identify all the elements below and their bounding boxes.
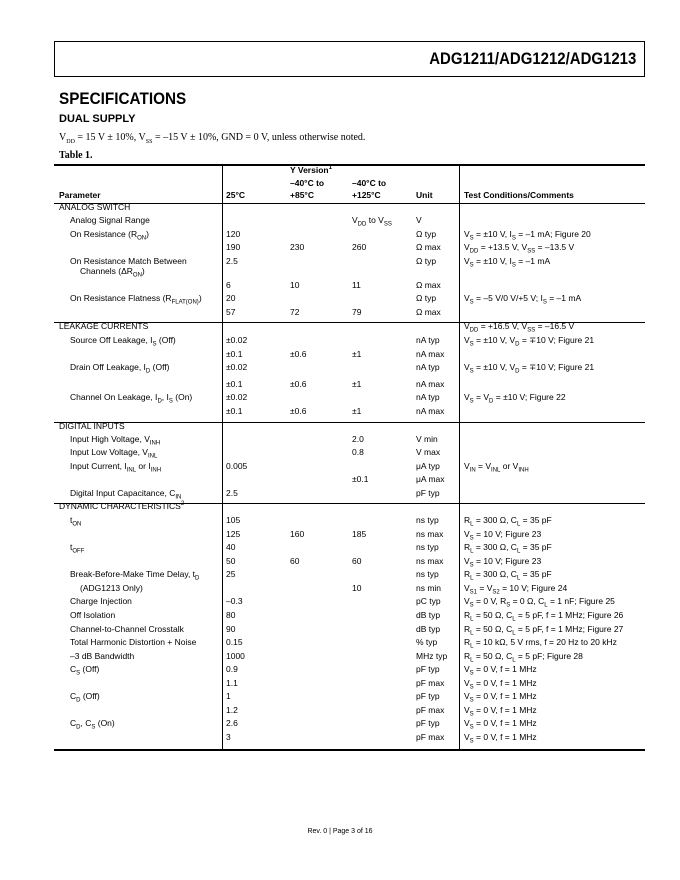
unit-cell: dB typ bbox=[416, 624, 441, 634]
value-25c-cell: ±0.1 bbox=[226, 379, 243, 389]
parameter-cell: $C_D$, $C_S$ (On) bbox=[70, 718, 115, 731]
value-85c-cell: ±0.6 bbox=[290, 406, 307, 416]
header-box bbox=[54, 41, 645, 77]
test-condition-cell: $V_S = -5$ V/0 V/+5 V; $I_S = -1$ mA bbox=[464, 293, 582, 306]
test-condition-cell: $V_S = 0$ V, f = 1 MHz bbox=[464, 705, 537, 718]
parameter-cell: Input Current, $I_{INL}$ or $I_{INH}$ bbox=[70, 461, 162, 474]
test-condition-cell: $V_S = 0$ V, f = 1 MHz bbox=[464, 691, 537, 704]
parameter-cell: Break-Before-Make Time Delay, $t_D$ bbox=[70, 569, 200, 582]
test-condition-cell: $R_L = 50$ Ω, $C_L = 5$ pF, f = 1 MHz; Figure 26 bbox=[464, 610, 624, 623]
value-25c-cell: 0.005 bbox=[226, 461, 248, 471]
parameter-cell: Input Low Voltage, $V_{INL}$ bbox=[70, 447, 158, 460]
unit-cell: pF typ bbox=[416, 718, 440, 728]
unit-cell: ns max bbox=[416, 556, 444, 566]
test-condition-cell: $V_S = \pm 10$ V, $I_S = -1$ mA; Figure 20 bbox=[464, 229, 591, 242]
test-condition-cell: $V_S = 10$ V; Figure 23 bbox=[464, 529, 542, 542]
unit-cell: ns typ bbox=[416, 569, 439, 579]
unit-cell: pC typ bbox=[416, 596, 441, 606]
parameter-cell: On Resistance Match Between bbox=[70, 256, 187, 266]
test-condition-cell: $V_S = \pm 10$ V, $V_D = \mp 10$ V; Figure 21 bbox=[464, 335, 595, 348]
unit-cell: μA typ bbox=[416, 461, 440, 471]
value-25c-cell: 3 bbox=[226, 732, 231, 742]
value-25c-cell: 90 bbox=[226, 624, 236, 634]
parameter-cell: LEAKAGE CURRENTS bbox=[59, 321, 149, 331]
value-125c-cell: ±0.1 bbox=[352, 474, 369, 484]
unit-cell: pF max bbox=[416, 705, 445, 715]
test-condition-cell: $V_S = \pm 10$ V, $V_D = \mp 10$ V; Figure 21 bbox=[464, 362, 595, 375]
value-25c-cell: 1.2 bbox=[226, 705, 238, 715]
section-title: SPECIFICATIONS bbox=[59, 89, 187, 108]
header-25c: 25°C bbox=[226, 190, 245, 200]
table-caption: Table 1. bbox=[59, 150, 93, 161]
unit-cell: V min bbox=[416, 434, 438, 444]
parameter-cell: Analog Signal Range bbox=[70, 215, 150, 225]
value-125c-cell: 60 bbox=[352, 556, 362, 566]
value-25c-cell: 6 bbox=[226, 280, 231, 290]
value-125c-cell: $V_{DD}$ to $V_{SS}$ bbox=[352, 215, 392, 228]
unit-cell: Ω max bbox=[416, 280, 441, 290]
unit-cell: MHz typ bbox=[416, 651, 448, 661]
header-parameter: Parameter bbox=[59, 190, 101, 200]
unit-cell: Ω max bbox=[416, 307, 441, 317]
test-condition-cell: $V_{S1} = V_{S2} = 10$ V; Figure 24 bbox=[464, 583, 568, 596]
value-25c-cell: 120 bbox=[226, 229, 241, 239]
value-125c-cell: ±1 bbox=[352, 406, 362, 416]
value-25c-cell: 1000 bbox=[226, 651, 245, 661]
unit-cell: nA typ bbox=[416, 335, 440, 345]
value-25c-cell: 57 bbox=[226, 307, 236, 317]
unit-cell: nA typ bbox=[416, 392, 440, 402]
unit-cell: ns typ bbox=[416, 542, 439, 552]
document-title: ADG1211/ADG1212/ADG1213 bbox=[428, 49, 636, 68]
parameter-cell: (ADG1213 Only) bbox=[80, 583, 143, 593]
unit-cell: V max bbox=[416, 447, 441, 457]
test-condition-cell: $V_S = V_D = \pm 10$ V; Figure 22 bbox=[464, 392, 566, 405]
parameter-cell: Channels $(\Delta R_{ON})$ bbox=[80, 266, 145, 279]
value-25c-cell: 190 bbox=[226, 242, 241, 252]
parameter-cell: $C_S$ (Off) bbox=[70, 664, 100, 677]
parameter-cell: Source Off Leakage, $I_S$ (Off) bbox=[70, 335, 176, 348]
unit-cell: pF max bbox=[416, 732, 445, 742]
value-85c-cell: ±0.6 bbox=[290, 349, 307, 359]
parameter-cell: Drain Off Leakage, $I_D$ (Off) bbox=[70, 362, 170, 375]
header-test-conditions: Test Conditions/Comments bbox=[464, 190, 574, 200]
test-condition-cell: $V_S = 0$ V, f = 1 MHz bbox=[464, 732, 537, 745]
parameter-cell: $t_{ON}$ bbox=[70, 515, 82, 528]
unit-cell: nA max bbox=[416, 349, 445, 359]
test-condition-cell: $V_S = 10$ V; Figure 23 bbox=[464, 556, 542, 569]
parameter-cell: Charge Injection bbox=[70, 596, 132, 606]
test-condition-cell: $R_L = 10$ kΩ, 5 V rms, f = 20 Hz to 20 kHz bbox=[464, 637, 617, 650]
value-125c-cell: 11 bbox=[352, 280, 361, 290]
unit-cell: ns max bbox=[416, 529, 444, 539]
table-header-rule bbox=[54, 203, 645, 204]
value-85c-cell: 230 bbox=[290, 242, 305, 252]
unit-cell: Ω typ bbox=[416, 256, 437, 266]
unit-cell: pF max bbox=[416, 678, 445, 688]
value-125c-cell: 79 bbox=[352, 307, 362, 317]
unit-cell: ns typ bbox=[416, 515, 439, 525]
unit-cell: nA typ bbox=[416, 362, 440, 372]
test-condition-cell: $V_S = \pm 10$ V, $I_S = -1$ mA bbox=[464, 256, 551, 269]
value-25c-cell: –0.3 bbox=[226, 596, 243, 606]
unit-cell: % typ bbox=[416, 637, 438, 647]
value-25c-cell: 25 bbox=[226, 569, 236, 579]
unit-cell: Ω typ bbox=[416, 229, 437, 239]
value-25c-cell: 2.6 bbox=[226, 718, 238, 728]
test-condition-cell: $V_S = 0$ V, $R_S = 0$ Ω, $C_L = 1$ nF; Figure 25 bbox=[464, 596, 615, 609]
test-condition-cell: $V_S = 0$ V, f = 1 MHz bbox=[464, 678, 537, 691]
parameter-cell: Digital Input Capacitance, $C_{IN}$ bbox=[70, 488, 182, 501]
header-y-version: Y Version$^1$ bbox=[290, 165, 332, 175]
value-125c-cell: 260 bbox=[352, 242, 367, 252]
value-85c-cell: 60 bbox=[290, 556, 300, 566]
section-subtitle: DUAL SUPPLY bbox=[59, 113, 136, 125]
parameter-cell: DIGITAL INPUTS bbox=[59, 421, 125, 431]
value-25c-cell: ±0.02 bbox=[226, 392, 248, 402]
column-divider-parameter bbox=[222, 165, 223, 750]
test-condition-cell: $R_L = 50$ Ω, $C_L = 5$ pF, f = 1 MHz; Figure 27 bbox=[464, 624, 624, 637]
parameter-cell: Input High Voltage, $V_{INH}$ bbox=[70, 434, 161, 447]
value-25c-cell: 50 bbox=[226, 556, 236, 566]
value-25c-cell: ±0.02 bbox=[226, 335, 248, 345]
value-25c-cell: ±0.1 bbox=[226, 406, 243, 416]
unit-cell: Ω max bbox=[416, 242, 441, 252]
test-condition-cell: $V_S = 0$ V, f = 1 MHz bbox=[464, 664, 537, 677]
test-condition-cell: $V_{DD} = +13.5$ V, $V_{SS} = -13.5$ V bbox=[464, 242, 575, 255]
value-85c-cell: 72 bbox=[290, 307, 300, 317]
test-condition-cell: $R_L = 300$ Ω, $C_L = 35$ pF bbox=[464, 569, 552, 582]
unit-cell: V bbox=[416, 215, 422, 225]
value-25c-cell: ±0.02 bbox=[226, 362, 248, 372]
test-condition-cell: $V_{DD} = +16.5$ V, $V_{SS} = -16.5$ V bbox=[464, 321, 575, 334]
value-125c-cell: 0.8 bbox=[352, 447, 364, 457]
value-25c-cell: 0.15 bbox=[226, 637, 243, 647]
value-125c-cell: 10 bbox=[352, 583, 362, 593]
value-125c-cell: 185 bbox=[352, 529, 367, 539]
value-25c-cell: 2.5 bbox=[226, 488, 238, 498]
parameter-cell: On Resistance Flatness $(R_{FLAT(ON)})$ bbox=[70, 293, 202, 306]
header-85c: –40°C to +85°C bbox=[290, 178, 325, 200]
parameter-cell: Total Harmonic Distortion + Noise bbox=[70, 637, 197, 647]
unit-cell: μA max bbox=[416, 474, 445, 484]
parameter-cell: Channel-to-Channel Crosstalk bbox=[70, 624, 184, 634]
value-25c-cell: 105 bbox=[226, 515, 241, 525]
test-condition-cell: $R_L = 300$ Ω, $C_L = 35$ pF bbox=[464, 515, 552, 528]
unit-cell: pF typ bbox=[416, 691, 440, 701]
test-condition-cell: $V_S = 0$ V, f = 1 MHz bbox=[464, 718, 537, 731]
value-125c-cell: ±1 bbox=[352, 349, 362, 359]
value-25c-cell: 40 bbox=[226, 542, 236, 552]
test-condition-cell: $V_{IN} = V_{INL}$ or $V_{INH}$ bbox=[464, 461, 529, 474]
test-condition-cell: $R_L = 50$ Ω, $C_L = 5$ pF; Figure 28 bbox=[464, 651, 583, 664]
column-divider-unit bbox=[459, 165, 460, 750]
value-85c-cell: 160 bbox=[290, 529, 305, 539]
supply-conditions: $V_{DD} = 15$ V ± 10%, $V_{SS} = -15$ V ± 10%, GND = 0 V, unless otherwise noted. bbox=[59, 132, 366, 145]
unit-cell: dB typ bbox=[416, 610, 441, 620]
header-125c: –40°C to +125°C bbox=[352, 178, 387, 200]
table-top-rule bbox=[54, 164, 645, 166]
parameter-cell: Off Isolation bbox=[70, 610, 116, 620]
table-bottom-rule bbox=[54, 749, 645, 751]
group-divider-digital bbox=[54, 422, 645, 423]
parameter-cell: –3 dB Bandwidth bbox=[70, 651, 135, 661]
parameter-cell: $C_D$ (Off) bbox=[70, 691, 100, 704]
value-85c-cell: 10 bbox=[290, 280, 300, 290]
value-25c-cell: ±0.1 bbox=[226, 349, 243, 359]
value-125c-cell: 2.0 bbox=[352, 434, 364, 444]
value-25c-cell: 0.9 bbox=[226, 664, 238, 674]
test-condition-cell: $R_L = 300$ Ω, $C_L = 35$ pF bbox=[464, 542, 552, 555]
value-25c-cell: 2.5 bbox=[226, 256, 238, 266]
value-25c-cell: 80 bbox=[226, 610, 236, 620]
parameter-cell: ANALOG SWITCH bbox=[59, 202, 131, 212]
value-125c-cell: ±1 bbox=[352, 379, 362, 389]
value-25c-cell: 1.1 bbox=[226, 678, 238, 688]
value-25c-cell: 125 bbox=[226, 529, 241, 539]
unit-cell: Ω typ bbox=[416, 293, 437, 303]
unit-cell: pF typ bbox=[416, 488, 440, 498]
unit-cell: nA max bbox=[416, 379, 445, 389]
unit-cell: nA max bbox=[416, 406, 445, 416]
parameter-cell: Channel On Leakage, $I_D$, $I_S$ (On) bbox=[70, 392, 193, 405]
unit-cell: pF typ bbox=[416, 664, 440, 674]
parameter-cell: $t_{OFF}$ bbox=[70, 542, 85, 555]
unit-cell: ns min bbox=[416, 583, 442, 593]
value-25c-cell: 20 bbox=[226, 293, 236, 303]
value-25c-cell: 1 bbox=[226, 691, 231, 701]
parameter-cell: DYNAMIC CHARACTERISTICS$^2$ bbox=[59, 501, 185, 511]
value-85c-cell: ±0.6 bbox=[290, 379, 307, 389]
parameter-cell: On Resistance $(R_{ON})$ bbox=[70, 229, 149, 242]
page-footer: Rev. 0 | Page 3 of 16 bbox=[307, 828, 373, 835]
header-unit: Unit bbox=[416, 190, 433, 200]
